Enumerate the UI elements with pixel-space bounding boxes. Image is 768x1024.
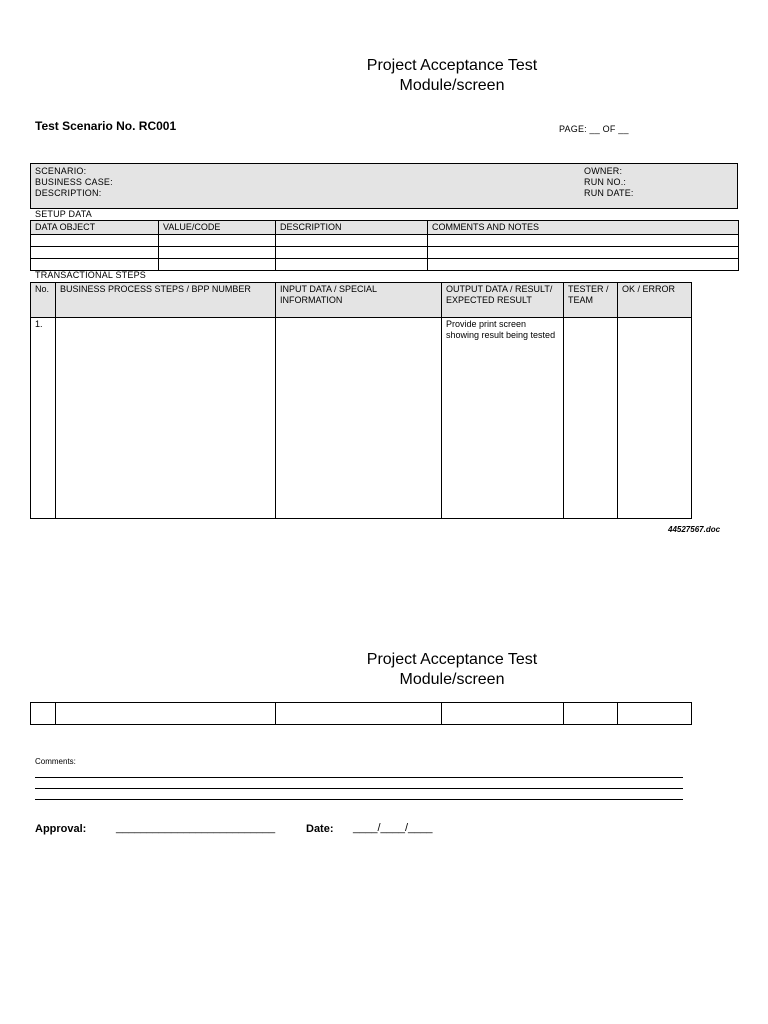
comments-line[interactable] (35, 788, 683, 789)
transactional-steps-label: TRANSACTIONAL STEPS (35, 270, 146, 280)
business-case-label: BUSINESS CASE: (35, 177, 113, 187)
setup-row (31, 259, 739, 271)
page-subtitle: Module/screen (399, 77, 505, 94)
step-tester (564, 318, 618, 519)
scenario-box (30, 163, 738, 209)
scenario-label: SCENARIO: (35, 166, 87, 176)
table-row (31, 318, 692, 519)
run-no-label: RUN NO.: (584, 177, 627, 187)
steps-col-tester: TESTER / TEAM (564, 283, 618, 318)
setup-data-label: SETUP DATA (35, 209, 93, 219)
steps-col-input-data: INPUT DATA / SPECIAL INFORMATION (276, 283, 442, 318)
approval-label: Approval: (35, 823, 87, 835)
setup-row (31, 235, 739, 247)
steps-header-row (31, 283, 692, 318)
date-label: Date: (306, 823, 334, 835)
step-ok-error (618, 318, 692, 519)
setup-col-data-object: DATA OBJECT (31, 221, 159, 235)
owner-label: OWNER: (584, 166, 623, 176)
page2-steps-table (30, 702, 692, 725)
steps-col-ok-error: OK / ERROR (618, 283, 692, 318)
date-field[interactable]: ____/____/____ (353, 822, 433, 834)
page-title: Project Acceptance Test (366, 57, 538, 74)
run-date-label: RUN DATE: (584, 188, 634, 198)
setup-data-table (30, 220, 739, 271)
comments-label: Comments: (35, 757, 76, 766)
description-label: DESCRIPTION: (35, 188, 102, 198)
page-counter: PAGE: __ OF __ (559, 124, 629, 134)
step-output: Provide print screen showing result being tested (442, 318, 564, 519)
setup-col-value-code: VALUE/CODE (159, 221, 276, 235)
page2-title: Project Acceptance Test (366, 651, 538, 668)
steps-col-output-data: OUTPUT DATA / RESULT/ EXPECTED RESULT (442, 283, 564, 318)
document-reference: 44527567.doc (668, 525, 721, 534)
comments-line[interactable] (35, 777, 683, 778)
step-input (276, 318, 442, 519)
scenario-number: Test Scenario No. RC001 (35, 119, 177, 133)
setup-col-comments: COMMENTS AND NOTES (428, 221, 739, 235)
approval-signature-line[interactable]: __________________________ (116, 822, 276, 834)
step-no: 1. (31, 318, 56, 519)
comments-line[interactable] (35, 799, 683, 800)
setup-col-description: DESCRIPTION (276, 221, 428, 235)
transactional-steps-table (30, 282, 692, 519)
setup-header-row (31, 221, 739, 235)
setup-row (31, 247, 739, 259)
step-process (56, 318, 276, 519)
steps-col-no: No. (31, 283, 56, 318)
steps-col-business-process: BUSINESS PROCESS STEPS / BPP NUMBER (56, 283, 276, 318)
table-row (31, 703, 692, 725)
page2-subtitle: Module/screen (399, 671, 505, 688)
